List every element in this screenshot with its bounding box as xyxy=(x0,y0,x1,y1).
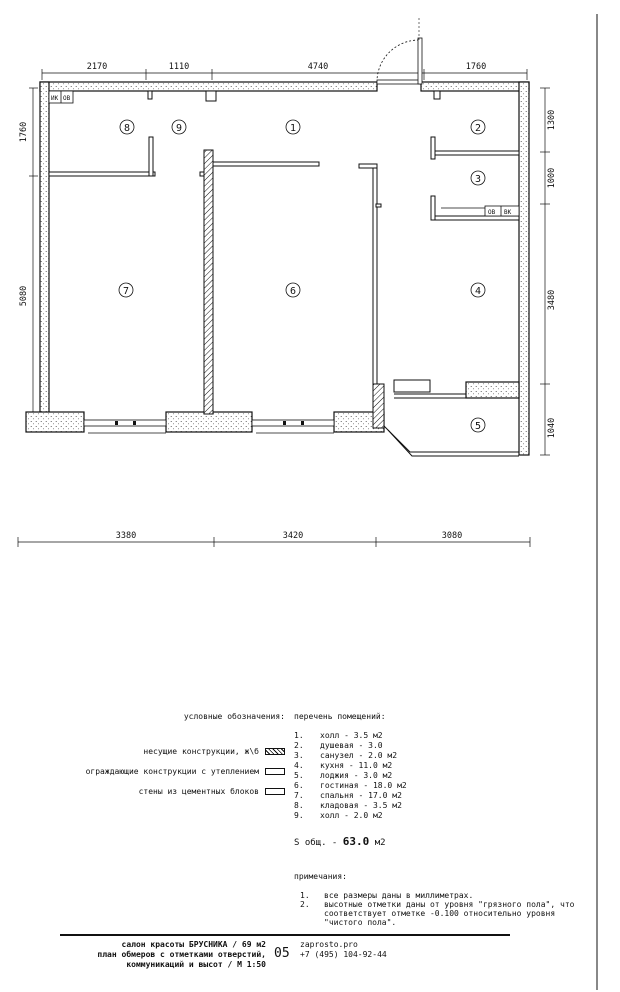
legend-item xyxy=(60,741,285,761)
exterior-walls xyxy=(26,82,529,455)
dimension-chain-right xyxy=(540,88,550,455)
room-number-9: 9 xyxy=(175,123,183,134)
room-number-6: 6 xyxy=(289,286,297,297)
item-text: спальня - 17.0 м2 xyxy=(320,791,402,800)
legend-header: условные обозначения: xyxy=(183,712,285,721)
dim-bottom-2: 3420 xyxy=(282,531,304,541)
dim-top-2: 1110 xyxy=(168,62,190,72)
item-number: 8. xyxy=(294,801,304,810)
notes xyxy=(294,872,594,927)
window-living xyxy=(252,420,334,426)
item-number: 7. xyxy=(294,791,304,800)
item-text: лоджия - 3.0 м2 xyxy=(320,771,393,780)
title-line-3: коммуникаций и высот / М 1:50 xyxy=(126,960,266,969)
legend-label: стены из цементных блоков xyxy=(138,786,259,796)
list-item xyxy=(294,731,594,741)
room-number-2: 2 xyxy=(474,123,482,134)
fixture-ik-1: ИК xyxy=(51,95,59,102)
partition-shower xyxy=(431,151,519,155)
room-number-3: 3 xyxy=(474,174,482,185)
entrance-door xyxy=(377,38,422,84)
rooms-list-header: перечень помещений: xyxy=(294,712,386,721)
item-number: 3. xyxy=(294,751,304,760)
title-block xyxy=(60,934,510,992)
item-number: 4. xyxy=(294,761,304,770)
legend-label: ограждающие конструкции с утеплением xyxy=(85,766,259,776)
notes-header: примечания: xyxy=(294,872,347,881)
item-text: холл - 2.0 м2 xyxy=(320,811,383,820)
room-number-8: 8 xyxy=(123,123,131,134)
dim-top-4: 1760 xyxy=(465,62,487,72)
dim-right-1: 1300 xyxy=(547,109,557,131)
title-block-contacts xyxy=(300,940,387,960)
item-number: 9. xyxy=(294,811,304,820)
legend-swatch-plain xyxy=(265,768,285,775)
item-number: 1. xyxy=(294,731,304,740)
list-item xyxy=(294,801,594,811)
phone-number: +7 (495) 104-92-44 xyxy=(300,950,387,959)
legend-swatch-plain xyxy=(265,788,285,795)
fixture-vk: ВК xyxy=(504,209,512,216)
wall-living-bedroom xyxy=(204,150,213,414)
dim-bottom-1: 3380 xyxy=(115,531,137,541)
dimension-chain-left xyxy=(29,88,38,414)
item-text: кухня - 11.0 м2 xyxy=(320,761,393,770)
room-number-7: 7 xyxy=(122,286,130,297)
note-number: 1. xyxy=(300,891,310,900)
dim-top-1: 2170 xyxy=(86,62,108,72)
item-number: 5. xyxy=(294,771,304,780)
wall-right xyxy=(519,82,529,455)
note-item xyxy=(294,891,594,900)
total-area xyxy=(294,835,594,848)
room-number-4: 4 xyxy=(474,286,482,297)
list-item xyxy=(294,751,594,761)
list-item xyxy=(294,771,594,781)
sheet-number: 05 xyxy=(274,946,290,961)
dim-left-2: 5080 xyxy=(19,285,29,307)
item-number: 6. xyxy=(294,781,304,790)
item-text: душевая - 3.0 xyxy=(320,741,383,750)
title-line-2: план обмеров с отметками отверстий, xyxy=(97,950,266,959)
list-item xyxy=(294,791,594,801)
dim-top-3: 4740 xyxy=(307,62,329,72)
item-number: 2. xyxy=(294,741,304,750)
partition-storage-v xyxy=(149,137,153,176)
total-unit: м2 xyxy=(374,838,386,848)
legend-swatch-hatch xyxy=(265,748,285,755)
dim-right-4: 1040 xyxy=(547,417,557,439)
legend-label: несущие конструкции, ж\б xyxy=(143,746,259,756)
partition-wc xyxy=(431,216,519,220)
partition-living-top xyxy=(213,162,319,166)
wall-living-kitchen xyxy=(373,384,384,428)
legend-item xyxy=(60,761,285,781)
partition-storage-h xyxy=(49,172,155,176)
dimension-chain-top xyxy=(42,69,527,80)
fixture-ov-1: ОВ xyxy=(63,95,71,102)
item-text: санузел - 2.0 м2 xyxy=(320,751,398,760)
dim-right-2: 1000 xyxy=(547,167,557,189)
rooms-list xyxy=(294,712,594,848)
note-item xyxy=(294,900,594,927)
dim-left-1: 1760 xyxy=(19,121,29,143)
room-number-5: 5 xyxy=(474,421,482,432)
list-item xyxy=(294,781,594,791)
partition-wc-v xyxy=(431,196,435,220)
item-text: холл - 3.5 м2 xyxy=(320,731,383,740)
partitions xyxy=(49,91,519,384)
dim-bottom-3: 3080 xyxy=(441,531,463,541)
wall-top-right xyxy=(421,82,529,91)
loggia-parapet xyxy=(466,382,519,398)
wall-left xyxy=(40,82,49,414)
wall-top-left xyxy=(40,82,377,91)
list-item xyxy=(294,761,594,771)
fixture-ov-2: ОВ xyxy=(488,209,496,216)
wall-bottom-left xyxy=(26,412,84,432)
site-link[interactable]: zaprosto.pro xyxy=(300,940,358,949)
list-item xyxy=(294,811,594,821)
room-number-1: 1 xyxy=(289,123,297,134)
dim-right-3: 3480 xyxy=(547,289,557,311)
note-text: все размеры даны в миллиметрах. xyxy=(324,891,474,900)
window-bedroom xyxy=(84,420,166,426)
partition-shower-v xyxy=(431,137,435,159)
legend-item xyxy=(60,781,285,801)
wall-bottom-mid-1 xyxy=(166,412,252,432)
note-number: 2. xyxy=(300,900,310,909)
list-item xyxy=(294,741,594,751)
note-text: высотные отметки даны от уровня "грязного пола", что соответствует отметке -0.100 относительно уровня "чистого пола". xyxy=(324,900,575,927)
legend xyxy=(60,712,285,801)
total-value: 63.0 xyxy=(342,835,370,848)
total-prefix: S общ. - xyxy=(294,838,338,848)
title-block-caption xyxy=(60,940,266,970)
partition-hall-kitchen xyxy=(373,165,377,384)
item-text: гостиная - 18.0 м2 xyxy=(320,781,407,790)
item-text: кладовая - 3.5 м2 xyxy=(320,801,402,810)
title-line-1: салон красоты БРУСНИКА / 69 м2 xyxy=(121,940,266,949)
